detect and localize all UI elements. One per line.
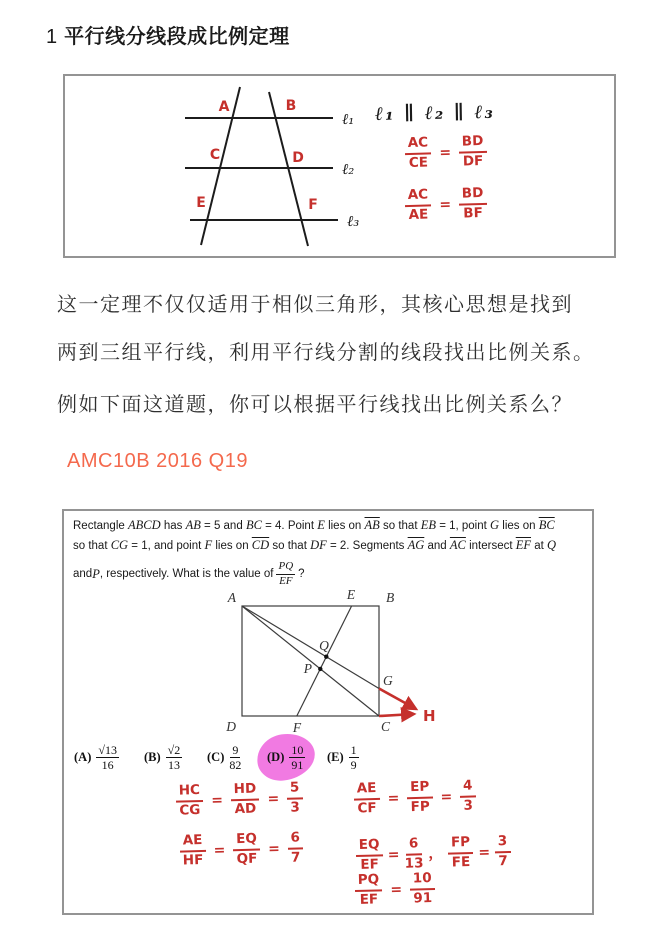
answer-b (144, 743, 182, 773)
ratio-equation-1 (405, 135, 487, 170)
statement-text: = 1, and point (128, 540, 205, 552)
answer-fraction (96, 743, 119, 773)
line-labels-group (342, 110, 359, 230)
work-equation-pq-ef (355, 872, 436, 907)
answer-fraction (166, 743, 183, 773)
equals-sign: = (267, 790, 280, 807)
statement-text: Rectangle (73, 520, 128, 532)
fraction-numerator: BD (459, 135, 487, 153)
point-label-e: E (196, 195, 206, 211)
fraction-numerator: EP (407, 781, 433, 799)
fraction-denominator: 7 (290, 848, 301, 866)
statement-text: = 1, point (436, 520, 491, 532)
math-variable: AB (185, 518, 201, 532)
math-variable: E (317, 518, 325, 532)
fraction-numerator: AE (354, 782, 380, 800)
point-q-dot (324, 655, 328, 659)
fraction-denominator: BF (463, 204, 484, 222)
statement-text: = 2. Segments (326, 540, 408, 552)
fraction-numerator: 6 (406, 837, 422, 855)
segment-name: $\overline{EF}$ (515, 538, 532, 552)
answer-fraction (349, 743, 359, 773)
point-label-d: D (292, 150, 304, 166)
hand-fraction (355, 873, 383, 907)
answer-a (74, 743, 119, 773)
fraction-denominator: 7 (498, 852, 508, 869)
fraction-numerator: 10 (291, 743, 304, 757)
equals-sign: = (478, 844, 491, 861)
fraction-denominator: CE (408, 153, 429, 171)
equals-sign: = (267, 840, 281, 857)
math-variable: ABCD (127, 518, 161, 532)
fraction-denominator: FP (410, 798, 430, 815)
hand-fraction (287, 831, 303, 864)
fraction-denominator: DF (462, 152, 484, 170)
math-variable: F (204, 538, 213, 552)
label-p: P (303, 661, 312, 676)
body-paragraph-line-1: 这一定理不仅仅适用于相似三角形，其核心思想是找到 (57, 294, 573, 316)
problem-statement-line-1 (73, 516, 587, 536)
hand-fraction (407, 778, 433, 815)
segment-name: $\overline{AC}$ (449, 538, 466, 552)
equals-sign: = (440, 788, 453, 805)
body-paragraph-line-3: 例如下面这道题，你可以根据平行线找出比例关系么？ (57, 394, 573, 416)
hand-fraction (404, 837, 424, 870)
segment-name: $\overline{BC}$ (538, 518, 555, 532)
fraction-denominator: 3 (463, 796, 474, 814)
equals-sign: = (387, 846, 400, 863)
answer-d-highlighted (267, 743, 305, 773)
fraction-numerator: AE (180, 834, 206, 852)
body-paragraph-line-2: 两到三组平行线，利用平行线分割的线段找出比例关系。 (57, 342, 595, 364)
work-equation-eq-ef-fp-fe (356, 835, 511, 872)
red-arrow-g-to-h (379, 689, 416, 710)
fraction-bd-bf (459, 187, 487, 221)
statement-text: so that (73, 540, 111, 552)
fraction-numerator: FP (448, 836, 474, 854)
statement-text: , respectively. What is the value of (99, 567, 274, 580)
label-line-l2: ℓ₂ (342, 160, 355, 178)
fraction-numerator: HD (231, 782, 260, 800)
fraction-numerator: 1 (350, 743, 357, 757)
hand-fraction (354, 782, 381, 816)
fraction-numerator: EQ (233, 833, 260, 851)
answer-label: (E) (327, 750, 344, 765)
hand-fraction (233, 830, 261, 867)
answer-label: (B) (144, 750, 161, 765)
fraction-numerator: 4 (460, 779, 476, 797)
hand-fraction (495, 835, 511, 868)
fraction-denominator: AE (408, 205, 429, 223)
comma: ， (427, 843, 444, 863)
fraction-denominator: QF (236, 850, 258, 867)
hand-fraction (231, 782, 260, 816)
fraction-numerator: AC (405, 188, 432, 206)
page-title (46, 20, 290, 49)
label-c: C (381, 719, 391, 734)
answer-label: (D) (267, 750, 285, 765)
work-equation-hc-cg (176, 781, 303, 817)
statement-text: = 4. Point (261, 520, 318, 532)
fraction-denominator: 13 (404, 854, 424, 872)
math-variable: BC (245, 518, 262, 532)
fraction-denominator: CF (357, 799, 377, 817)
section-number: 1 (46, 26, 58, 48)
label-b: B (386, 590, 395, 605)
fraction-numerator: PQ (355, 873, 383, 891)
fraction-denominator: CG (179, 801, 201, 819)
label-a: A (227, 590, 236, 605)
fraction-numerator: AC (405, 136, 432, 154)
math-variable: EB (420, 518, 436, 532)
ratio-equation-2 (405, 187, 487, 222)
math-variable: G (490, 518, 500, 532)
segment-ag (242, 606, 379, 689)
label-line-l3: ℓ₃ (347, 212, 360, 230)
answer-label: (A) (74, 750, 92, 765)
statement-text: so that (379, 520, 421, 532)
statement-text: lies on (324, 520, 365, 532)
fraction-denominator: 3 (290, 798, 301, 816)
equals-sign: = (387, 789, 400, 807)
segment-name: $\overline{AG}$ (407, 538, 425, 552)
statement-text: and (73, 567, 93, 580)
parallel-lines-figure-svg (65, 76, 614, 256)
answer-c (207, 743, 241, 773)
label-q: Q (319, 638, 329, 653)
fraction-numerator: 5 (287, 781, 303, 799)
answer-fraction (289, 743, 305, 773)
section-title-text: 平行线分线段成比例定理 (64, 26, 290, 48)
segment-name: $\overline{AB}$ (364, 518, 380, 532)
point-labels-group (196, 98, 318, 213)
fraction-denominator: 16 (101, 758, 114, 773)
equals-sign: = (213, 841, 226, 859)
label-d: D (226, 719, 236, 734)
hand-fraction (287, 781, 303, 814)
fraction-denominator: AD (234, 800, 257, 817)
statement-text: lies on (499, 520, 539, 532)
statement-text: = 5 and (200, 520, 246, 532)
fraction-denominator: 91 (413, 889, 433, 907)
fraction-denominator: 91 (291, 758, 304, 773)
equals-sign: = (439, 196, 452, 213)
fraction-ac-ae (405, 188, 432, 222)
problem-box (62, 509, 594, 915)
statement-text: at (531, 540, 547, 552)
math-variable: CG (110, 538, 129, 552)
math-variable: DF (310, 538, 327, 552)
fraction-numerator: √13 (98, 743, 117, 757)
point-label-c: C (209, 147, 221, 163)
equals-sign: = (439, 144, 452, 161)
equals-sign: = (390, 881, 403, 898)
answer-e (327, 743, 359, 773)
red-arrow-c-to-h (379, 714, 414, 716)
parallel-note: ℓ₁ ∥ ℓ₂ ∥ ℓ₃ (374, 100, 496, 126)
point-p-dot (318, 667, 322, 671)
hand-fraction (448, 836, 474, 870)
hand-fraction (356, 838, 384, 872)
hand-fraction (410, 872, 436, 906)
statement-text: and (424, 540, 450, 552)
fraction-denominator: 13 (167, 758, 180, 773)
label-line-l1: ℓ₁ (342, 110, 355, 128)
hand-fraction (180, 834, 207, 868)
fraction-denominator: FE (451, 853, 471, 871)
point-label-f: F (308, 197, 318, 213)
red-extension-group (379, 689, 416, 717)
label-f: F (292, 720, 302, 735)
fraction-denominator: 82 (229, 758, 242, 773)
inline-fraction: PQ EF (278, 560, 294, 587)
statement-text: so that (269, 540, 311, 552)
work-equation-ae-cf (354, 779, 476, 815)
answer-fraction (229, 743, 241, 773)
hand-fraction (460, 779, 476, 812)
figure-labels-group (225, 587, 394, 735)
fraction-numerator: 3 (495, 835, 511, 853)
fraction-numerator: HC (176, 784, 204, 802)
equals-sign: = (211, 791, 224, 809)
fraction-numerator: 10 (410, 872, 435, 890)
fraction-denominator: 9 (350, 758, 357, 773)
fraction-numerator: 9 (232, 743, 239, 757)
fraction-numerator: √2 (167, 743, 181, 757)
label-g: G (383, 673, 393, 688)
statement-text: lies on (212, 540, 252, 552)
point-label-b: B (285, 98, 297, 114)
point-label-a: A (218, 99, 230, 115)
problem-statement-line-2 (73, 536, 587, 556)
problem-source-link[interactable]: AMC10B 2016 Q19 (67, 450, 248, 472)
work-equation-ae-hf (180, 831, 304, 867)
theorem-figure-box (63, 74, 616, 258)
fraction-denominator: HF (182, 851, 204, 869)
math-variable: Q (547, 538, 557, 552)
fraction-numerator: 6 (287, 831, 303, 849)
statement-text: intersect (465, 540, 516, 552)
fraction-denominator: EF (360, 855, 380, 873)
fraction-numerator: BD (459, 187, 487, 205)
statement-text: has (160, 520, 186, 532)
answer-label: (C) (207, 750, 225, 765)
fraction-bd-df (459, 135, 487, 169)
fraction-numerator: EQ (356, 838, 383, 856)
label-h-red: H (423, 707, 436, 725)
fraction-denominator: EF (359, 890, 379, 908)
label-e: E (346, 587, 356, 602)
math-variable: P (92, 566, 100, 581)
hand-fraction (176, 784, 204, 818)
statement-text: ? (298, 567, 305, 580)
parallel-lines-group (185, 87, 338, 246)
segment-name: $\overline{CD}$ (251, 538, 270, 552)
fraction-ac-ce (405, 136, 432, 170)
geometry-figure-svg (162, 581, 462, 741)
